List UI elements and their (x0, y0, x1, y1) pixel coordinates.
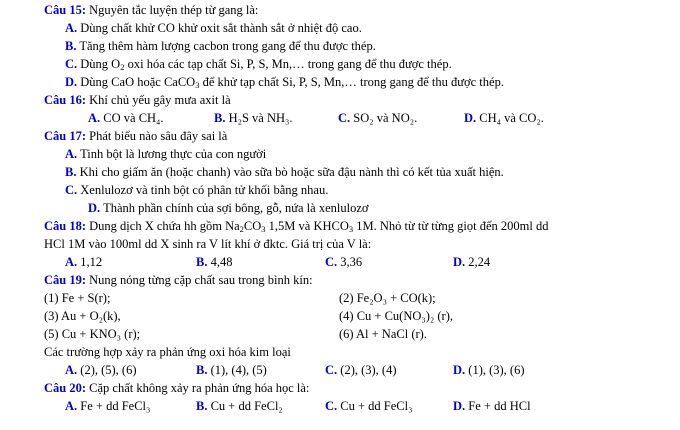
question-17-label: Câu 17: (44, 129, 87, 143)
reaction-pair: (4) Cu + Cu(NO₃)₂ (r), (339, 309, 454, 323)
option-15-d (65, 75, 504, 90)
question-20-text: Cặp chất không xảy ra phản ứng hóa học là: (89, 381, 310, 395)
option-18-a (65, 255, 102, 270)
option-16-c (338, 111, 417, 126)
option-text: Tăng thêm hàm lượng cacbon trong gang để thu được thép. (79, 39, 376, 53)
option-key: C. (65, 183, 78, 197)
question-20-label: Câu 20: (44, 381, 87, 395)
option-15-b (65, 39, 376, 54)
question-18-stem-cont (44, 237, 371, 252)
question-18-text: Dung dịch X chứa hh gồm Na (89, 219, 240, 233)
option-key: D. (453, 255, 466, 269)
option-key: A. (65, 399, 78, 413)
option-key: C. (65, 57, 78, 71)
option-text: CO và CH₄. (103, 111, 164, 125)
option-key: C. (325, 399, 338, 413)
question-18-text: 1,5M và KHCO (265, 219, 349, 233)
option-key: D. (88, 201, 101, 215)
option-15-c (65, 57, 452, 72)
subscript: 2 (120, 62, 125, 72)
option-text: (1), (4), (5) (210, 363, 267, 377)
question-18-text: 1M. Nhỏ từ từ từng giọt đến 200ml dd (353, 219, 549, 233)
reaction-pair: (2) Fe₂O₃ + CO(k); (339, 291, 436, 305)
option-text: Dùng chất khử CO khử oxit sắt thành sắt ở nhiệt độ cao. (80, 21, 362, 35)
question-16-label: Câu 16: (44, 93, 87, 107)
option-text: Tinh bột là lương thực của con người (80, 147, 267, 161)
subscript: 3 (195, 80, 200, 90)
reaction-pair: (5) Cu + KNO₃ (r); (44, 327, 141, 341)
option-text: Xenlulozơ và tinh bột có phân tử khối bằng nhau. (80, 183, 329, 197)
option-text: oxi hóa các tạp chất Si, P, S, Mn,… trong gang để thu được thép. (124, 57, 452, 71)
option-key: B. (214, 111, 226, 125)
reaction-pair: (3) Au + O₂(k), (44, 309, 121, 323)
question-18-label: Câu 18: (44, 219, 87, 233)
option-17-b (65, 165, 504, 180)
question-16-stem (44, 93, 231, 108)
option-key: B. (65, 39, 77, 53)
option-key: B. (196, 399, 208, 413)
subscript: 3 (348, 224, 354, 234)
option-text: (2), (5), (6) (80, 363, 137, 377)
option-key: B. (65, 165, 77, 179)
option-key: D. (453, 363, 466, 377)
option-16-b (214, 111, 293, 126)
option-17-d (88, 201, 368, 216)
option-text: Fe + dd HCl (468, 399, 531, 413)
option-text: SO₂ và NO₂. (353, 111, 418, 125)
option-key: B. (196, 255, 208, 269)
option-16-a (88, 111, 164, 126)
option-text: CH₄ và CO₂. (479, 111, 544, 125)
option-text: (1), (3), (6) (468, 363, 525, 377)
option-16-d (464, 111, 544, 126)
subscript: 3 (261, 224, 266, 234)
question-17-text: Phát biểu nào sâu đây sai là (89, 129, 228, 143)
reaction-pair: (1) Fe + S(r); (44, 291, 111, 305)
question-16-text: Khí chủ yếu gây mưa axit là (89, 93, 231, 107)
subscript: 2 (239, 224, 244, 234)
question-19-stem (44, 273, 313, 288)
option-17-a (65, 147, 266, 162)
option-19-a (65, 363, 137, 378)
question-18-text: HCl 1M vào 100ml dd X sinh ra V lít khí ở đktc. Giá trị của V là: (44, 237, 372, 251)
question-19-label: Câu 19: (44, 273, 87, 287)
option-text: để khử tạp chất Si, P, S, Mn,… trong gang để thu được thép. (199, 75, 504, 89)
reaction-pair: (6) Al + NaCl (r). (339, 327, 427, 341)
option-20-b (196, 399, 283, 414)
question-15-text: Nguyên tắc luyện thép từ gang là: (89, 3, 259, 17)
option-key: A. (65, 21, 78, 35)
question-15-label: Câu 15: (44, 3, 87, 17)
option-19-d (453, 363, 525, 378)
option-key: D. (453, 399, 466, 413)
option-text: 3,36 (340, 255, 363, 269)
option-text: Thành phần chính của sợi bông, gỗ, nứa là xenlulozơ (103, 201, 369, 215)
option-key: B. (196, 363, 208, 377)
option-19-b (196, 363, 267, 378)
option-text: (2), (3), (4) (340, 363, 397, 377)
question-19-prompt: Các trường hợp xảy ra phản ứng oxi hóa kim loại (44, 345, 291, 359)
option-text: Fe + dd FeCl₃ (80, 399, 151, 413)
option-text: Khi cho giấm ăn (hoặc chanh) vào sữa bò hoặc sữa đậu nành thì có kết tủa xuất hiện. (79, 165, 504, 179)
option-key: A. (65, 363, 78, 377)
question-18-text: CO (243, 219, 262, 233)
option-text: Dùng O (80, 57, 121, 71)
option-20-c (325, 399, 412, 414)
option-17-c (65, 183, 328, 198)
option-key: C. (325, 255, 338, 269)
option-18-c (325, 255, 362, 270)
option-text: Dùng CaO hoặc CaCO (80, 75, 196, 89)
option-key: A. (88, 111, 101, 125)
question-15-stem (44, 3, 258, 18)
option-key: D. (464, 111, 477, 125)
question-20-stem (44, 381, 309, 396)
option-20-a (65, 399, 150, 414)
question-19-text: Nung nóng từng cặp chất sau trong bình kín: (89, 273, 313, 287)
option-18-d (453, 255, 490, 270)
option-key: C. (338, 111, 351, 125)
option-key: A. (65, 147, 78, 161)
option-text: 1,12 (80, 255, 103, 269)
question-17-stem (44, 129, 227, 144)
option-key: D. (65, 75, 78, 89)
option-20-d (453, 399, 531, 414)
option-key: C. (325, 363, 338, 377)
option-19-c (325, 363, 397, 378)
option-text: Cu + dd FeCl₃ (340, 399, 413, 413)
option-15-a (65, 21, 362, 36)
option-text: Cu + dd FeCl₂ (210, 399, 283, 413)
option-18-b (196, 255, 232, 270)
option-text: H₂S và NH₃. (228, 111, 293, 125)
question-18-stem (44, 219, 548, 234)
option-key: A. (65, 255, 78, 269)
option-text: 2,24 (468, 255, 491, 269)
option-text: 4,48 (210, 255, 233, 269)
